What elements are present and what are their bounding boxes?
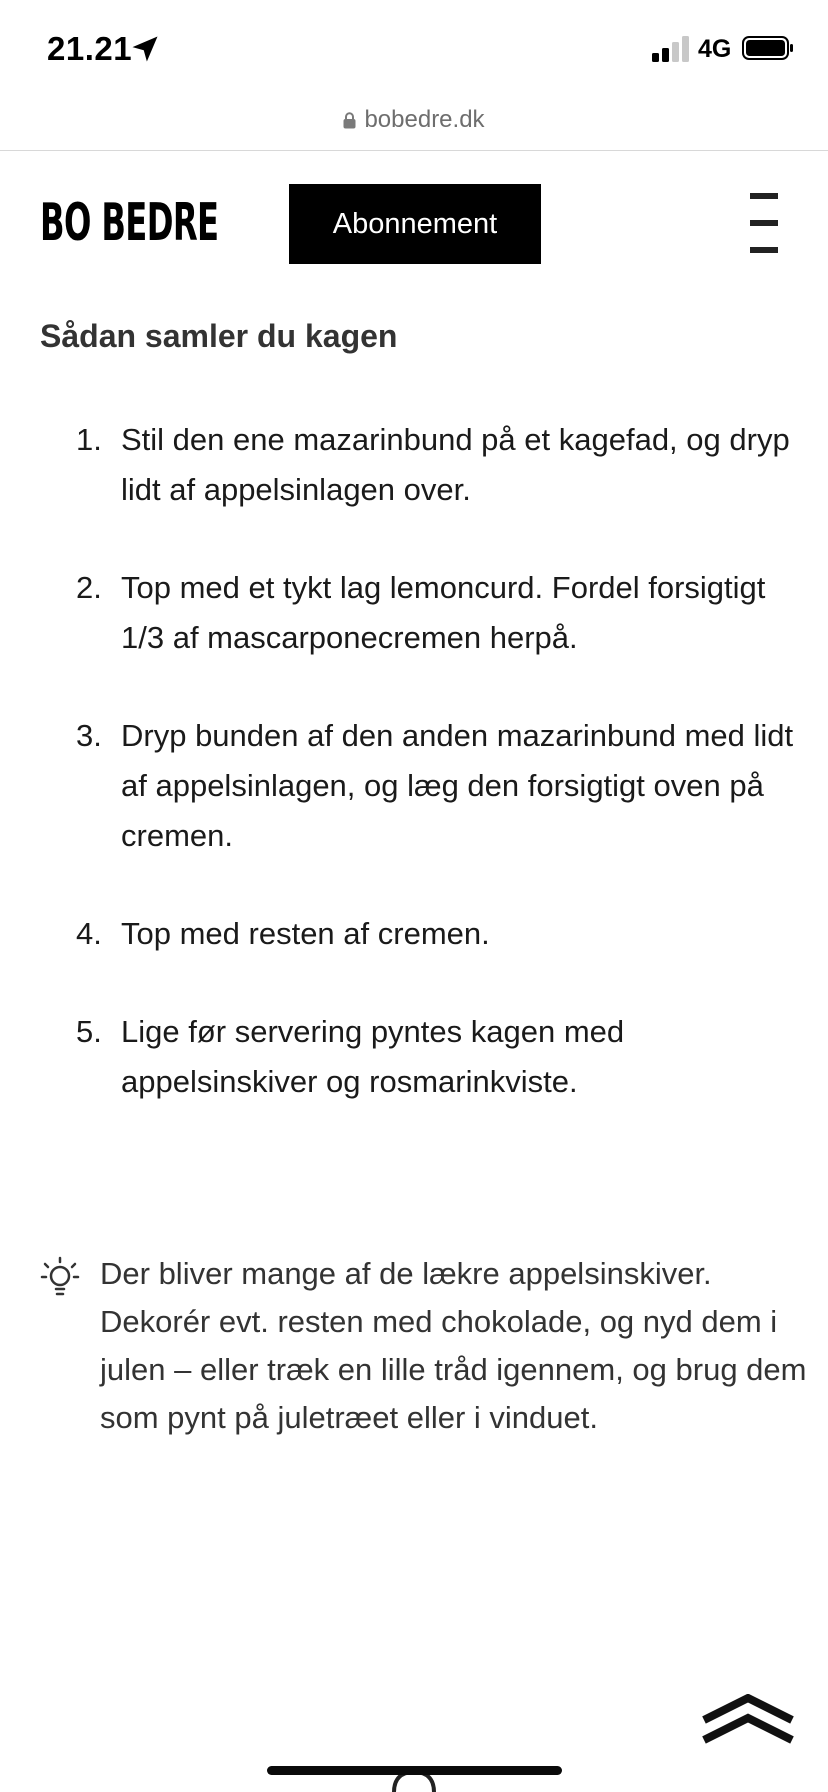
chat-icon[interactable] [388, 1760, 440, 1792]
site-logo[interactable]: BO BEDRE [40, 193, 219, 253]
status-time: 21.21 [47, 30, 133, 67]
step-number: 5. [76, 1014, 102, 1049]
signal-icon [652, 36, 690, 62]
step-text: Dryp bunden af den anden mazarinbund med lidt af appelsinlagen, og læg den forsigtigt oven på cremen. [121, 718, 794, 853]
double-chevron-up-icon[interactable] [700, 1694, 796, 1746]
lock-icon [343, 112, 356, 129]
list-item [0, 563, 828, 663]
step-text: Top med resten af cremen. [121, 916, 490, 951]
subscribe-button[interactable]: Abonnement [289, 184, 541, 264]
lightbulb-icon [40, 1256, 80, 1298]
list-item [0, 909, 828, 959]
step-text: Stil den ene mazarinbund på et kagefad, og dryp lidt af appelsinlagen over. [121, 422, 790, 507]
url-domain: bobedre.dk [364, 106, 485, 133]
list-item [0, 415, 828, 515]
step-number: 3. [76, 718, 102, 753]
menu-icon[interactable] [750, 193, 778, 253]
network-type: 4G [698, 35, 732, 63]
section-title: Sådan samler du kagen [40, 318, 398, 354]
site-header [0, 151, 828, 281]
list-item [0, 1007, 828, 1107]
step-number: 4. [76, 916, 102, 951]
url-bar[interactable] [0, 100, 828, 150]
step-number: 2. [76, 570, 102, 605]
list-item [0, 711, 828, 861]
status-bar [0, 0, 828, 100]
location-arrow-icon [130, 34, 160, 64]
step-text: Top med et tykt lag lemoncurd. Fordel forsigtigt 1/3 af mascarponecremen herpå. [121, 570, 766, 655]
tip-text: Der bliver mange af de lækre appelsinskiver. Dekorér evt. resten med chokolade, og nyd dem i julen – eller træk en lille tråd igennem, og brug dem som pynt på juletræet eller i vinduet. [100, 1256, 807, 1435]
step-text: Lige før servering pyntes kagen med appelsinskiver og rosmarinkviste. [121, 1014, 625, 1099]
steps-list [0, 415, 828, 1155]
battery-icon [742, 36, 794, 60]
home-indicator[interactable] [267, 1766, 562, 1775]
step-number: 1. [76, 422, 102, 457]
